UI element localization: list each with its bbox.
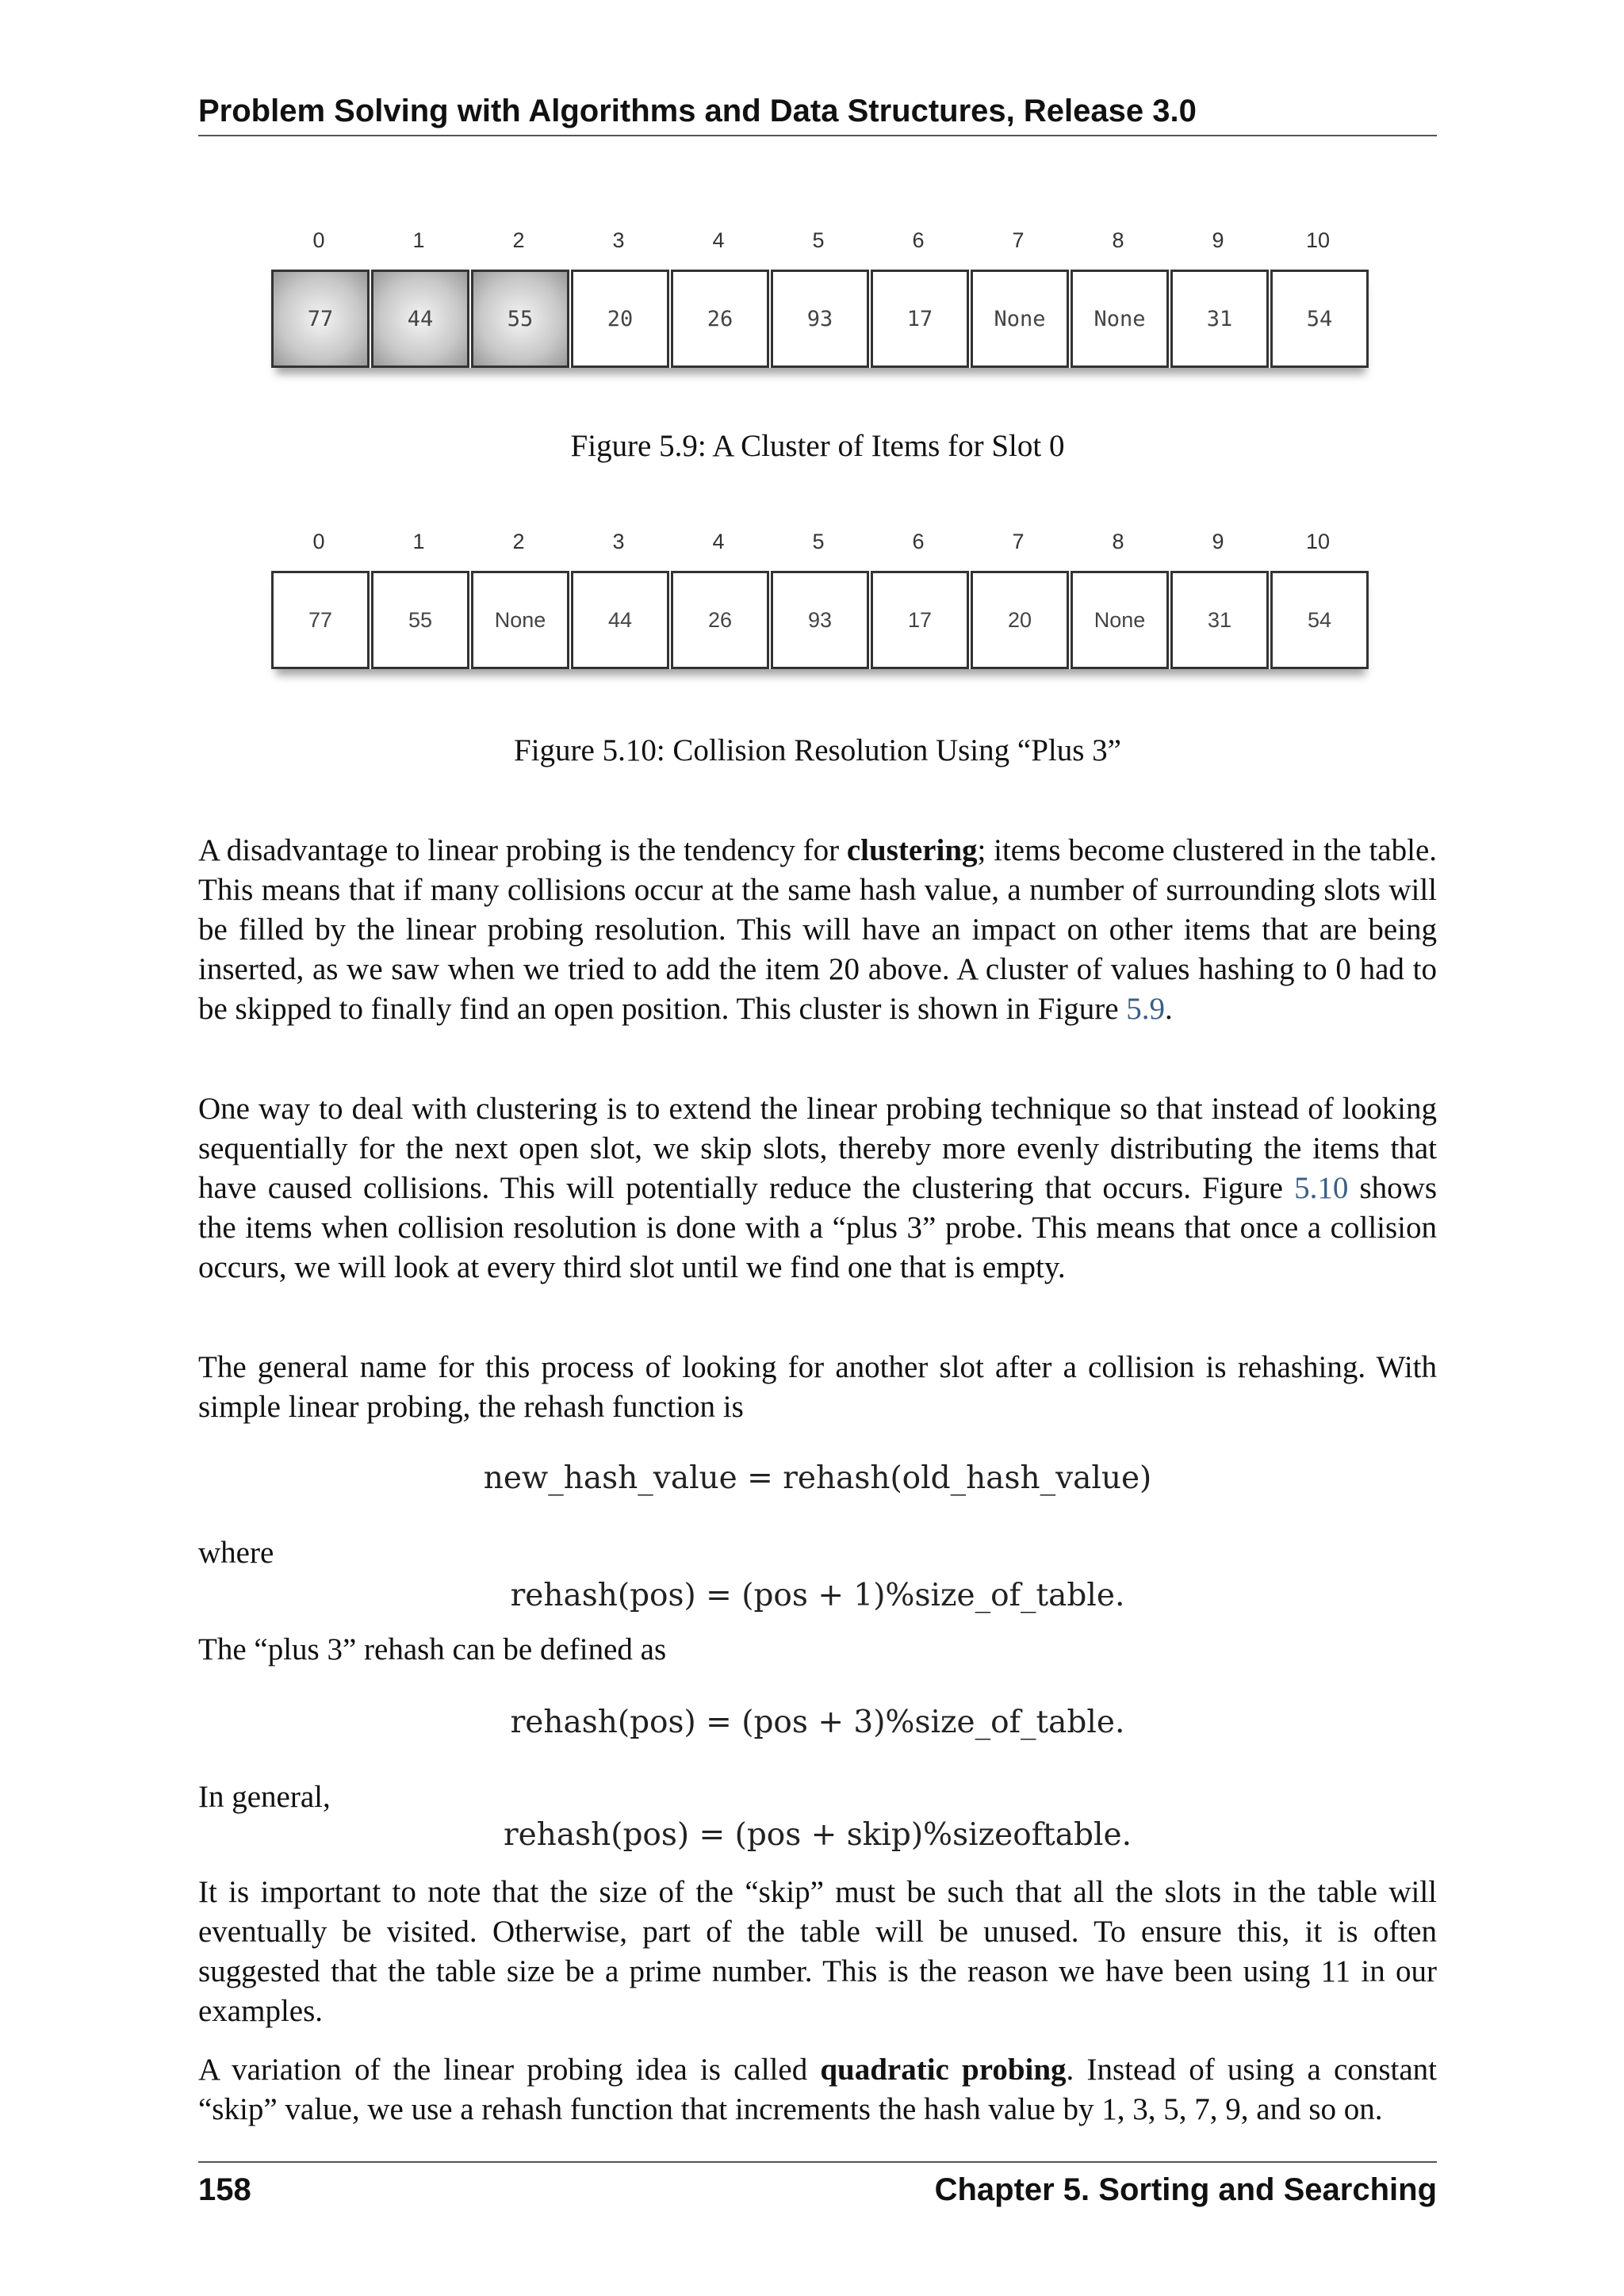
text: A disadvantage to linear probing is the tendency for (198, 833, 847, 867)
in-general-label: In general, (198, 1780, 331, 1814)
slot-index-label: 3 (612, 530, 625, 553)
text: One way to deal with clustering is to extend the linear probing technique so that instead of looking sequentially for the next open slot, we skip slots, thereby more evenly distributing the items that have caused collisions. This will potentially reduce the clustering that occurs. Figure (198, 1092, 1437, 1205)
equation-plus-skip: rehash(pos) = (pos + skip)%sizeoftable. (504, 1817, 1132, 1853)
term-quadratic-probing: quadratic probing (820, 2053, 1067, 2087)
hash-slot: 93 (771, 571, 869, 669)
slot-index-label: 6 (912, 530, 925, 553)
hash-slot: 55 (371, 571, 469, 669)
term-clustering: clustering (846, 833, 978, 867)
chapter-title: Chapter 5. Sorting and Searching (934, 2172, 1437, 2207)
slot-index-row (270, 228, 1372, 260)
hash-slot: 26 (671, 270, 769, 368)
slot-index-label: 8 (1112, 530, 1124, 553)
hash-slot: 44 (371, 270, 469, 368)
hash-slot: None (1071, 571, 1169, 669)
hash-table-figure-5-9 (270, 228, 1372, 331)
hash-slot: 54 (1270, 270, 1369, 368)
where-label: where (198, 1536, 274, 1570)
hash-slot: 77 (271, 270, 370, 368)
figure-link-5-9[interactable]: 5.9 (1126, 992, 1165, 1026)
slot-index-label: 5 (812, 530, 825, 553)
slot-index-label: 0 (312, 530, 325, 553)
plus3-intro: The “plus 3” rehash can be defined as (198, 1632, 667, 1667)
slot-row (271, 571, 1370, 669)
slot-index-label: 10 (1305, 228, 1331, 252)
hash-slot: 55 (471, 270, 569, 368)
slot-index-label: 7 (1012, 228, 1025, 252)
slot-index-label: 9 (1212, 530, 1224, 553)
text: shows the items when collision resolution is done with a “plus 3” probe. This means that once a collision occurs, we will look at every third slot until we find one that is empty. (198, 1171, 1437, 1284)
slot-index-label: 2 (512, 530, 525, 553)
paragraph-rehashing: The general name for this process of looking for another slot after a collision is rehashing. With simple linear probing, the rehash function is (198, 1350, 1437, 1424)
slot-index-label: 6 (912, 228, 925, 252)
hash-slot: 20 (571, 270, 669, 368)
hash-slot: 26 (671, 571, 769, 669)
figure-link-5-10[interactable]: 5.10 (1294, 1171, 1349, 1205)
paragraph-quadratic-probing (198, 2050, 1437, 2130)
paragraph-skip-slots (198, 1089, 1437, 1288)
slot-index-label: 7 (1012, 530, 1025, 553)
slot-index-label: 8 (1112, 228, 1124, 252)
slot-index-label: 5 (812, 228, 825, 252)
hash-slot: None (971, 270, 1069, 368)
slot-index-label: 10 (1305, 530, 1331, 553)
figure-5-9-caption: Figure 5.9: A Cluster of Items for Slot 0 (570, 429, 1065, 463)
text: . (1165, 992, 1173, 1026)
hash-slot: 54 (1270, 571, 1369, 669)
hash-slot: 31 (1170, 571, 1269, 669)
footer-rule (198, 2161, 1437, 2163)
header-rule (198, 135, 1437, 136)
slot-index-label: 2 (512, 228, 525, 252)
hash-slot: 17 (871, 270, 969, 368)
slot-index-label: 1 (412, 530, 425, 553)
hash-table-figure-5-10 (270, 530, 1372, 632)
text: ; items become clustered in the table. This means that if many collisions occur at the same hash value, a number of surrounding slots will be filled by the linear probing resolution. This will have an impact on other items that are being inserted, as we saw when we tried to add the item 20 above. A cluster of values hashing to 0 had to be skipped to finally find an open position. This cluster is shown in Figure (198, 833, 1438, 1026)
paragraph-prime-size: It is important to note that the size of the “skip” must be such that all the slots in the table will eventually be visited. Otherwise, part of the table will be unused. To ensure this, it is often suggested that the table size be a prime number. This is the reason we have been using 11 in our examples. (198, 1875, 1437, 2028)
equation-plus-3: rehash(pos) = (pos + 3)%size_of_table. (510, 1705, 1125, 1740)
slot-index-label: 4 (712, 228, 725, 252)
page-number: 158 (198, 2172, 251, 2207)
hash-slot: 17 (871, 571, 969, 669)
hash-slot: 93 (771, 270, 869, 368)
slot-index-label: 1 (412, 228, 425, 252)
slot-index-label: 0 (312, 228, 325, 252)
slot-index-label: 4 (712, 530, 725, 553)
slot-index-row (270, 530, 1372, 561)
hash-slot: 31 (1170, 270, 1269, 368)
hash-slot: 44 (571, 571, 669, 669)
paragraph-clustering (198, 831, 1437, 1029)
equation-rehash-general: new_hash_value = rehash(old_hash_value) (483, 1460, 1152, 1496)
running-header: Problem Solving with Algorithms and Data Structures, Release 3.0 (198, 94, 1197, 128)
slot-row (271, 270, 1370, 368)
hash-slot: None (471, 571, 569, 669)
slot-index-label: 3 (612, 228, 625, 252)
text: . Instead of using a constant “skip” value, we use a rehash function that increments the hash value by 1, 3, 5, 7, 9, and so on. (198, 2053, 1437, 2126)
hash-slot: 77 (271, 571, 370, 669)
figure-5-10-caption: Figure 5.10: Collision Resolution Using “Plus 3” (514, 733, 1121, 767)
hash-slot: 20 (971, 571, 1069, 669)
slot-index-label: 9 (1212, 228, 1224, 252)
text: A variation of the linear probing idea is called (198, 2053, 821, 2087)
hash-slot: None (1071, 270, 1169, 368)
equation-plus-1: rehash(pos) = (pos + 1)%size_of_table. (510, 1578, 1125, 1613)
